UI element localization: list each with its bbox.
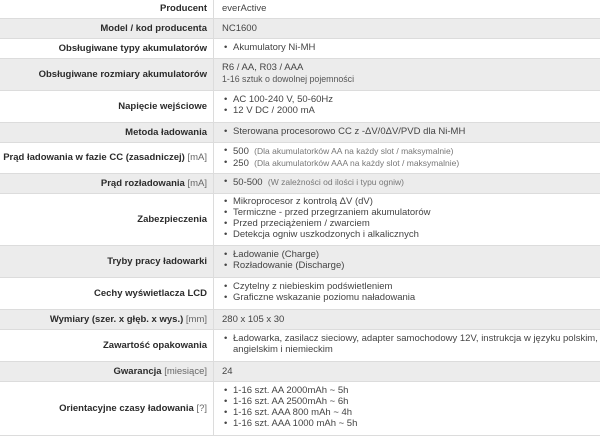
spec-unit: [?]: [196, 403, 207, 414]
spec-row-charging-method: [0, 122, 600, 142]
spec-unit: [miesiące]: [164, 366, 207, 377]
spec-label: Orientacyjne czasy ładowania: [59, 403, 194, 414]
list-item: • 1-16 szt. AA 2000mAh ~ 5h: [222, 386, 600, 397]
spec-label: Obsługiwane typy akumulatorów: [0, 38, 214, 58]
spec-row-modes: [0, 245, 600, 277]
spec-row-producer: [0, 0, 600, 18]
spec-unit: [mm]: [186, 314, 207, 325]
spec-row-charge-current: [0, 142, 600, 173]
spec-label: Metoda ładowania: [0, 122, 214, 142]
list-item-value: 50-500: [233, 177, 263, 188]
spec-row-battery-sizes: [0, 58, 600, 90]
spec-label: Obsługiwane rozmiary akumulatorów: [0, 58, 214, 90]
spec-unit: [mA]: [187, 152, 207, 163]
list-item: • Ładowarka, zasilacz sieciowy, adapter samochodowy 12V, instrukcja w języku polskim, angielskim i niemieckim: [222, 334, 600, 356]
spec-label: Gwarancja: [114, 366, 162, 377]
list-item-note: (Dla akumulatorków AA na każdy slot / maksymalnie): [254, 146, 453, 156]
spec-subvalue: 1-16 sztuk o dowolnej pojemności: [222, 74, 600, 85]
spec-value: NC1600: [214, 18, 600, 38]
spec-label: Zabezpieczenia: [0, 193, 214, 245]
list-item: • 1-16 szt. AAA 800 mAh ~ 4h: [222, 408, 600, 419]
spec-label: Prąd ładowania w fazie CC (zasadniczej): [3, 152, 185, 163]
spec-label: Model / kod producenta: [0, 18, 214, 38]
spec-label: Napięcie wejściowe: [0, 90, 214, 122]
spec-value-list: [222, 146, 600, 170]
spec-row-dimensions: [0, 309, 600, 329]
spec-row-discharge-current: [0, 173, 600, 193]
list-item: • 12 V DC / 2000 mA: [222, 106, 600, 117]
list-item: • 1-16 szt. AA 2500mAh ~ 6h: [222, 397, 600, 408]
spec-row-input-voltage: [0, 90, 600, 122]
spec-row-model: [0, 18, 600, 38]
spec-value-list: [222, 386, 600, 429]
list-item: • Ładowanie (Charge): [222, 250, 600, 261]
list-item: • Graficzne wskazanie poziomu naładowania: [222, 293, 600, 304]
list-item: • Sterowana procesorowo CC z -ΔV/0ΔV/PVD dla Ni-MH: [222, 127, 600, 138]
list-item: • AC 100-240 V, 50-60Hz: [222, 95, 600, 106]
spec-row-battery-types: [0, 38, 600, 58]
list-item-note: (Dla akumulatorków AAA na każdy slot / maksymalnie): [254, 158, 459, 168]
list-item: • Przed przeciążeniem / zwarciem: [222, 219, 600, 230]
spec-row-warranty: [0, 361, 600, 381]
spec-value: R6 / AA, R03 / AAA: [222, 63, 600, 74]
spec-value-list: [222, 334, 600, 356]
list-item: • Mikroprocesor z kontrolą ΔV (dV): [222, 197, 600, 208]
list-item-value: 250: [233, 158, 249, 169]
list-item: • Rozładowanie (Discharge): [222, 261, 600, 272]
spec-label: Wymiary (szer. x głęb. x wys.): [50, 314, 183, 325]
spec-value: everActive: [214, 0, 600, 18]
spec-label: Prąd rozładowania: [101, 178, 185, 189]
spec-value: 24: [214, 361, 600, 381]
spec-label: Zawartość opakowania: [0, 329, 214, 361]
spec-unit: [mA]: [187, 178, 207, 189]
spec-value-list: [222, 282, 600, 304]
spec-value-list: [222, 177, 600, 189]
list-item-note: (W zależności od ilości i typu ogniw): [268, 177, 404, 187]
spec-row-protections: [0, 193, 600, 245]
list-item: • Akumulatory Ni-MH: [222, 43, 600, 54]
spec-label: Cechy wyświetlacza LCD: [0, 277, 214, 309]
spec-value-list: [222, 127, 600, 138]
list-item: • Czytelny z niebieskim podświetleniem: [222, 282, 600, 293]
spec-value-list: [222, 43, 600, 54]
list-item: [222, 158, 600, 170]
spec-label: Tryby pracy ładowarki: [0, 245, 214, 277]
spec-row-charging-times: [0, 381, 600, 435]
spec-value: 280 x 105 x 30: [214, 309, 600, 329]
list-item: [222, 146, 600, 158]
spec-row-lcd-features: [0, 277, 600, 309]
spec-value-list: [222, 197, 600, 240]
list-item: • Detekcja ogniw uszkodzonych i alkalicznych: [222, 230, 600, 241]
list-item-value: 500: [233, 146, 249, 157]
list-item: • Termiczne - przed przegrzaniem akumulatorów: [222, 208, 600, 219]
spec-label: Producent: [0, 0, 214, 18]
spec-value-list: [222, 250, 600, 272]
spec-value-list: [222, 95, 600, 117]
list-item: • 1-16 szt. AAA 1000 mAh ~ 5h: [222, 419, 600, 430]
spec-row-package-contents: [0, 329, 600, 361]
list-item: [222, 177, 600, 189]
